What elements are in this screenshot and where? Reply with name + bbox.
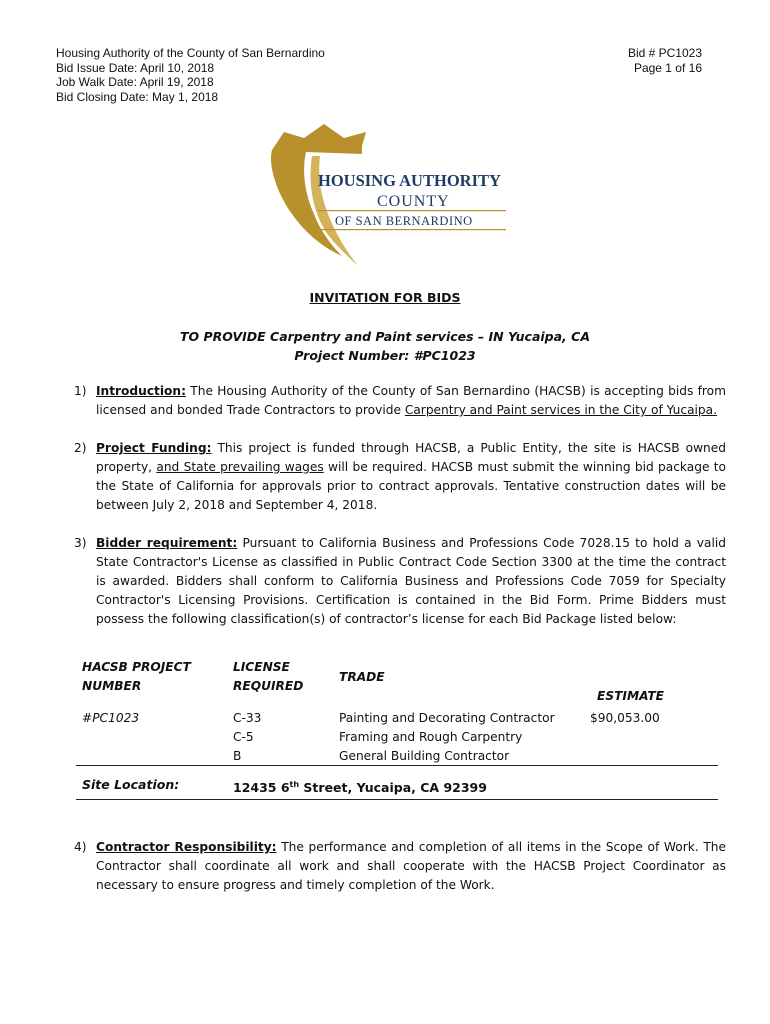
logo-rule-bottom <box>318 229 506 230</box>
section-heading: Project Funding: <box>96 441 212 455</box>
logo-line-3: OF SAN BERNARDINO <box>335 214 473 228</box>
section-number: 4) <box>74 840 87 854</box>
site-location-address <box>233 775 487 797</box>
logo-rule <box>318 210 506 211</box>
trade-cell: General Building Contractor <box>339 749 510 763</box>
header-trade: TRADE <box>339 670 385 684</box>
section-underlined-text: Carpentry and Paint services in the City of Yucaipa. <box>404 403 718 417</box>
section-text-continued: will be required. HACSB must submit the winning bid package to the State of California for approvals prior to contract approvals. Tentative construction dates will be between July 2, 2018 and September 4, 2018. <box>96 460 727 512</box>
header-license-line-1: LICENSE <box>233 660 290 674</box>
header-project-number <box>82 658 191 696</box>
site-address-street: Street, Yucaipa, CA 92399 <box>299 780 487 796</box>
license-cell: C-5 <box>233 730 254 744</box>
license-cell: B <box>233 749 242 763</box>
section-project-funding <box>74 439 726 515</box>
header-job-walk-date: Job Walk Date: April 19, 2018 <box>56 75 214 89</box>
section-text: The performance and completion of all items in the Scope of Work. The Contractor shall coordinate all work and shall cooperate with the HACSB Project Coordinator as necessary to ensure progress and timely completion of the Work. <box>96 840 726 892</box>
section-heading: Contractor Responsibility: <box>96 840 277 854</box>
header-closing-date: Bid Closing Date: May 1, 2018 <box>56 89 219 104</box>
header-estimate: ESTIMATE <box>597 689 664 703</box>
trade-cell: Framing and Rough Carpentry <box>339 730 523 744</box>
project-number-cell: #PC1023 <box>82 711 140 725</box>
section-text: Pursuant to California Business and Professions Code 7028.15 to hold a valid State Contractor's License as classified in Public Contract Code Section 3300 at the time the contract is awarded. Bidders shall conform to California Business and Professions Code 7059 for Specialty Contractor's Licensing Provisions. Certification is contained in the Bid Form. Prime Bidders must possess the following classification(s) of contractor’s license for each Bid Package listed below: <box>96 536 726 626</box>
table-bottom-rule <box>76 799 718 800</box>
subtitle-line-2: Project Number: #PC1023 <box>294 348 476 363</box>
page-title: INVITATION FOR BIDS <box>309 290 461 305</box>
table-divider <box>76 765 718 766</box>
logo-line-2: COUNTY <box>377 193 450 210</box>
section-heading: Bidder requirement: <box>96 536 238 550</box>
license-cell: C-33 <box>233 711 262 725</box>
section-number: 2) <box>74 441 87 455</box>
header-bid-number: Bid # PC1023 <box>627 46 702 60</box>
logo-line-1: HOUSING AUTHORITY <box>318 171 501 190</box>
section-introduction <box>74 382 726 420</box>
header-org: Housing Authority of the County of San Bernardino <box>56 46 325 60</box>
subtitle <box>0 327 770 365</box>
hacsb-logo <box>262 122 517 270</box>
header-right <box>628 46 702 75</box>
subtitle-line-1: TO PROVIDE Carpentry and Paint services – IN Yucaipa, CA <box>179 329 591 344</box>
header-project-line-1: HACSB PROJECT <box>82 660 191 674</box>
section-bidder-requirement <box>74 534 726 629</box>
section-number: 3) <box>74 536 87 550</box>
header-issue-date: Bid Issue Date: April 10, 2018 <box>56 60 215 75</box>
header-page-number: Page 1 of 16 <box>633 60 702 75</box>
site-address-number: 12435 6 <box>233 780 290 796</box>
header-license-line-2: REQUIRED <box>233 679 304 693</box>
header-left <box>56 46 325 104</box>
site-address-ordinal: th <box>289 780 300 789</box>
section-heading: Introduction: <box>96 384 186 398</box>
header-project-line-2: NUMBER <box>82 679 142 693</box>
trade-cell: Painting and Decorating Contractor <box>339 711 555 725</box>
section-text: The Housing Authority of the County of San Bernardino (HACSB) is accepting bids from licensed and bonded Trade Contractors to provide <box>96 384 726 417</box>
section-underlined-text: and State prevailing wages <box>156 460 324 474</box>
section-text: This project is funded through HACSB, a Public Entity, the site is HACSB owned property, <box>96 441 726 474</box>
section-number: 1) <box>74 384 87 398</box>
estimate-cell: $90,053.00 <box>590 711 660 725</box>
header-license-required <box>233 658 303 696</box>
site-location-label: Site Location: <box>82 777 180 792</box>
section-contractor-responsibility <box>74 838 726 895</box>
